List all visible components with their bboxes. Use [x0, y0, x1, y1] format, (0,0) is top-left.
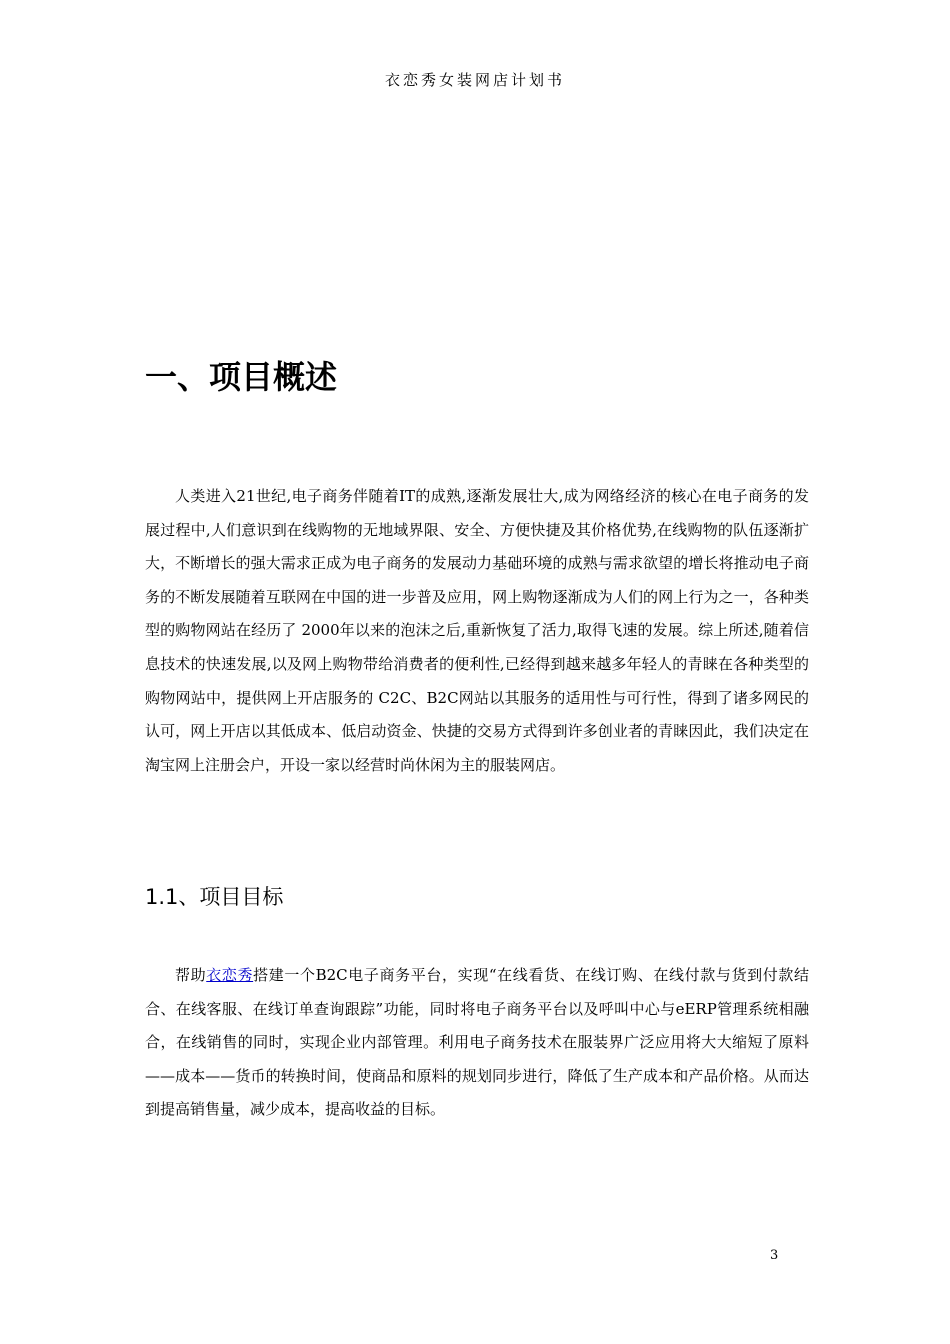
goals-paragraph	[145, 959, 809, 1127]
brand-link[interactable]: 衣恋秀	[206, 966, 254, 984]
section-heading-project-overview: 一、项目概述	[145, 358, 338, 396]
page-number: 3	[770, 1248, 779, 1263]
goals-paragraph-lead: 帮助	[175, 966, 207, 984]
section-heading-project-goals: 1.1、项目目标	[145, 885, 284, 909]
overview-paragraph: 人类进入21世纪,电子商务伴随着IT的成熟,逐渐发展壮大,成为网络经济的核心在电子商务的发展过程中,人们意识到在线购物的无地域界限、安全、方便快捷及其价格优势,在线购物的队伍逐渐扩大，不断增长的强大需求正成为电子商务的发展动力基础环境的成熟与需求欲望的增长将推动电子商务的不断发展随着互联网在中国的进一步普及应用，网上购物逐渐成为人们的网上行为之一，各种类型的购物网站在经历了 2000年以来的泡沫之后,重新恢复了活力,取得飞速的发展。综上所述,随着信息技术的快速发展,以及网上购物带给消费者的便利性,已经得到越来越多年轻人的青睐在各种类型的购物网站中，提供网上开店服务的 C2C、B2C网站以其服务的适用性与可行性，得到了诸多网民的认可，网上开店以其低成本、低启动资金、快捷的交易方式得到许多创业者的青睐因此，我们决定在淘宝网上注册会户，开设一家以经营时尚休闲为主的服装网店。	[145, 487, 809, 774]
goals-paragraph-body: 搭建一个B2C电子商务平台，实现“在线看货、在线订购、在线付款与货到付款结合、在线客服、在线订单查询跟踪”功能，同时将电子商务平台以及呼叫中心与eERP管理系统相融合，在线销售的同时，实现企业内部管理。利用电子商务技术在服装界广泛应用将大大缩短了原料——成本——货币的转换时间，使商品和原料的规划同步进行，降低了生产成本和产品价格。从而达到提高销售量，减少成本，提高收益的目标。	[145, 966, 809, 1119]
page-header-title: 衣恋秀女装网店计划书	[384, 71, 565, 89]
